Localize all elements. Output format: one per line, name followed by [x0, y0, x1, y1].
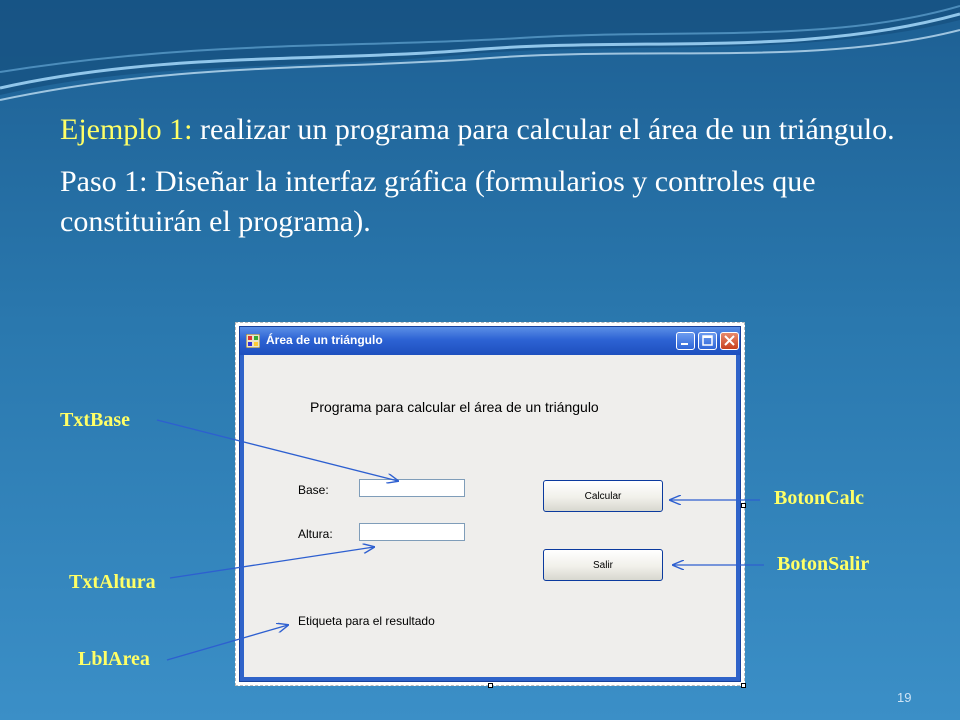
callout-txtaltura: TxtAltura [69, 571, 156, 593]
page-number: 19 [897, 690, 912, 705]
example-label: Ejemplo 1: [60, 113, 193, 146]
callout-botoncalc: BotonCalc [774, 487, 864, 509]
step-text: Paso 1: Diseñar la interfaz gráfica (formularios y controles que constituirán el programa). [60, 165, 816, 238]
callout-txtbase: TxtBase [60, 409, 130, 431]
base-label: Base: [298, 483, 329, 497]
arrow-txtbase [157, 420, 398, 481]
example-text: realizar un programa para calcular el área de un triángulo. [192, 113, 895, 146]
callout-lblarea: LblArea [78, 648, 150, 670]
result-label: Etiqueta para el resultado [298, 614, 435, 628]
calcular-button[interactable]: Calcular [543, 480, 663, 512]
callout-botonsalir: BotonSalir [777, 553, 870, 575]
arrow-lblarea [167, 625, 288, 660]
altura-label: Altura: [298, 527, 333, 541]
arrow-txtaltura [170, 547, 374, 578]
form-title: Área de un triángulo [266, 333, 383, 347]
salir-button[interactable]: Salir [543, 549, 663, 581]
form-heading: Programa para calcular el área de un triángulo [310, 399, 599, 415]
